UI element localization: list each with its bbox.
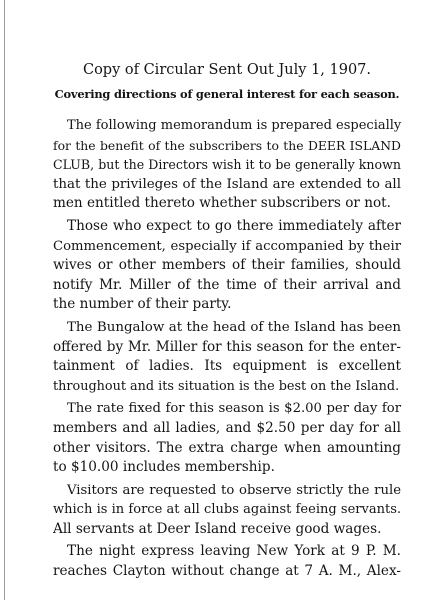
paragraph-train xyxy=(53,542,401,581)
text-line: for the benefit of the subscribers to the DEER ISLAND xyxy=(53,137,401,153)
text-line: wives or other members of their families, should xyxy=(53,257,401,274)
paragraph-subscribers xyxy=(53,116,401,214)
page-subtitle: Covering directions of general interest for each season. xyxy=(54,87,400,101)
text-line: members and all ladies, and $2.50 per day for all xyxy=(53,419,401,436)
text-line: Commencement, especially if accompanied by their xyxy=(53,238,401,254)
page-edge-line xyxy=(4,0,5,600)
text-block xyxy=(53,60,401,585)
text-line: All servants at Deer Island receive good wages. xyxy=(53,520,382,537)
text-line: tainment of ladies. Its equipment is excellent xyxy=(53,358,401,375)
text-line: Those who expect to go there immediately after xyxy=(67,217,401,234)
text-line: CLUB, but the Directors wish it to be generally known xyxy=(53,157,401,173)
text-line: The following memorandum is prepared especially xyxy=(67,118,402,133)
text-line: Visitors are requested to observe strictly the rule xyxy=(67,482,401,498)
text-line: that the privileges of the Island are extended to all xyxy=(53,176,401,192)
text-line: throughout and its situation is the best on the Island. xyxy=(53,378,400,394)
text-line: The rate fixed for this season is $2.00 per day for xyxy=(67,401,401,417)
text-line: which is in force at all clubs against feeing servants. xyxy=(53,502,401,518)
text-line: offered by Mr. Miller for this season for the enter- xyxy=(53,338,401,355)
text-line: The Bungalow at the head of the Island has been xyxy=(67,319,401,335)
paragraph-commencement xyxy=(53,217,401,315)
text-line: reaches Clayton without change at 7 A. M., Alex- xyxy=(53,563,401,580)
text-line: The night express leaving New York at 9 P. M. xyxy=(67,543,401,560)
page-title: Copy of Circular Sent Out July 1, 1907. xyxy=(82,62,372,78)
paragraph-bungalow xyxy=(53,318,401,396)
text-line: to $10.00 includes membership. xyxy=(53,459,275,476)
paragraph-rates xyxy=(53,399,401,477)
text-line: the number of their party. xyxy=(53,296,232,313)
text-line: notify Mr. Miller of the time of their arrival and xyxy=(53,276,401,293)
paragraph-servants xyxy=(53,481,401,540)
text-line: other visitors. The extra charge when amounting xyxy=(53,439,401,456)
text-line: men entitled thereto whether subscribers or not. xyxy=(53,195,391,212)
